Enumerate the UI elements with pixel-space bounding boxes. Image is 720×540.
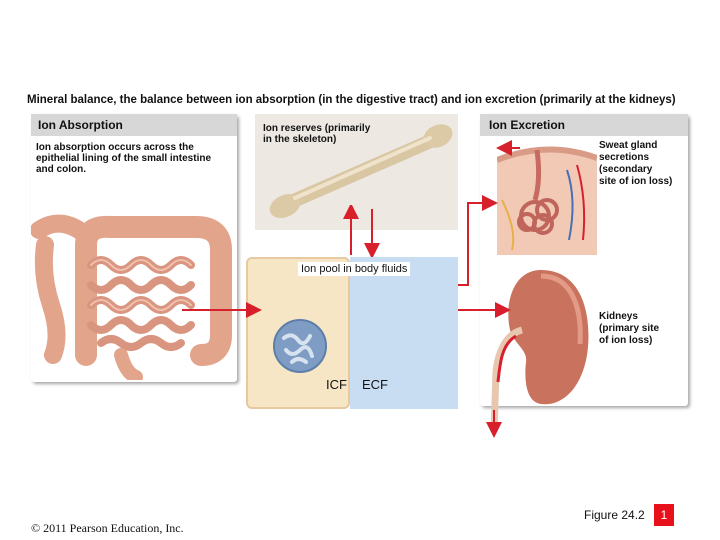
page-badge[interactable]: 1 (654, 504, 674, 526)
ion-pool-label: Ion pool in body fluids (298, 262, 410, 276)
kidney-text-line-1: Kidneys (599, 311, 638, 322)
sweat-excretion-arrow (458, 203, 494, 285)
ion-excretion-header: Ion Excretion (489, 118, 566, 132)
ion-absorption-header: Ion Absorption (38, 118, 123, 132)
sweat-text-line-2: secretions (599, 152, 650, 163)
sweat-text-line-1: Sweat gland (599, 140, 658, 151)
absorption-text-line-1: Ion absorption occurs across the (36, 142, 194, 153)
ecf-label: ECF (362, 377, 388, 392)
reserves-text-line-1: Ion reserves (primarily (263, 123, 371, 134)
copyright: © 2011 Pearson Education, Inc. (31, 521, 184, 535)
figure-label: Figure 24.2 (584, 508, 645, 522)
kidney-text-line-2: (primary site (599, 323, 660, 334)
diagram-title: Mineral balance, the balance between ion absorption (in the digestive tract) and ion excretion (primarily at the kidneys) (27, 94, 676, 106)
absorption-text-line-2: epithelial lining of the small intestine (36, 153, 212, 164)
sweat-text-line-4: site of ion loss) (599, 176, 673, 187)
absorption-text-line-3: and colon. (36, 164, 86, 175)
icf-label: ICF (326, 377, 347, 392)
reserves-text-line-2: in the skeleton) (263, 134, 337, 145)
kidney-text-line-3: of ion loss) (599, 335, 653, 346)
sweat-text-line-3: (secondary (599, 164, 653, 175)
